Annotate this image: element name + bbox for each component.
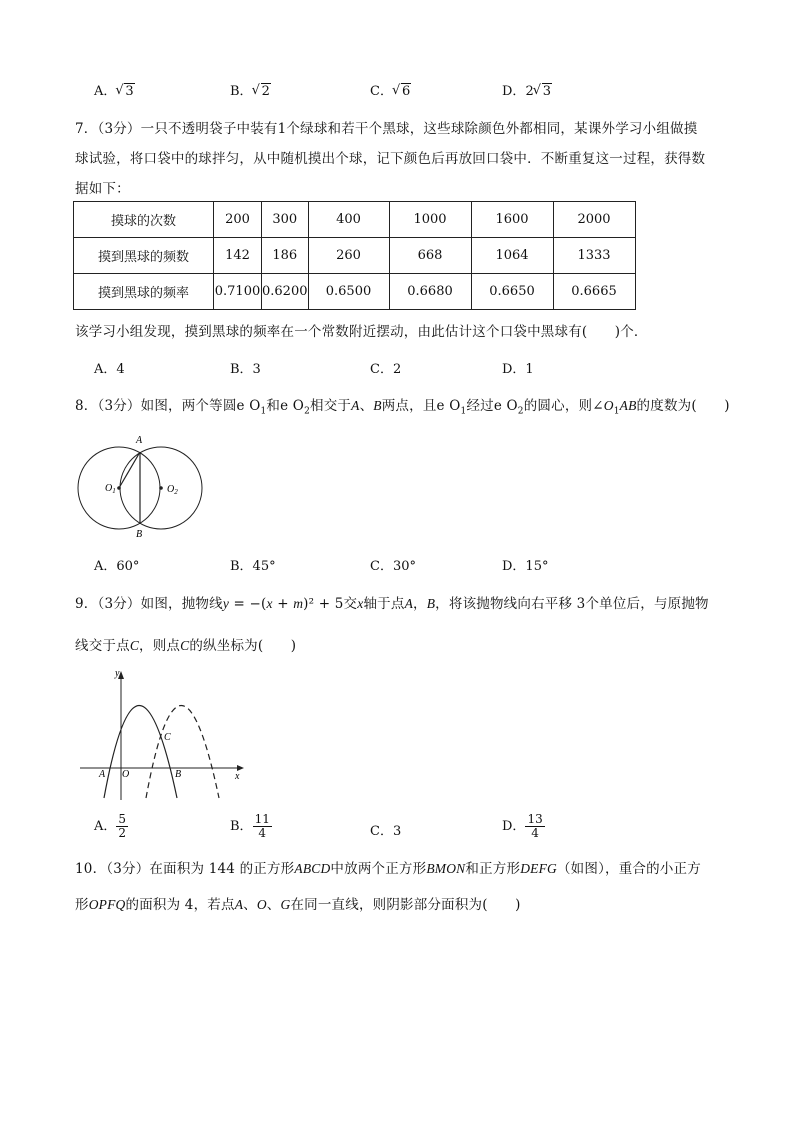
q7-option-a: A．4 — [94, 362, 125, 377]
table-row-label: 摸球的次数 — [74, 202, 214, 238]
q6-option-a: A．√ 3 — [94, 80, 135, 99]
q9-option-b: B． $\frac{11}{4}$ — [230, 812, 270, 840]
q7-option-d: D．1 — [502, 362, 534, 377]
q7-line-3: 据如下： — [75, 181, 130, 197]
table-cell: 260 — [308, 238, 389, 274]
table-row — [74, 202, 636, 238]
q8-option-b: B．45° — [230, 559, 276, 574]
table-cell: 0.6200 — [262, 274, 309, 310]
q7-data-table — [73, 201, 636, 310]
point-o2 — [159, 486, 163, 490]
label-o2: $O_2$ — [167, 484, 178, 496]
q7-option-b: B．3 — [230, 362, 261, 377]
table-row — [74, 238, 636, 274]
q8-option-d: D．15° — [502, 559, 549, 574]
table-cell: 1600 — [471, 202, 553, 238]
label-x: x — [235, 771, 240, 782]
q6-option-d: D．2√ 3 — [502, 80, 552, 99]
table-cell: 1000 — [389, 202, 471, 238]
shifted-parabola — [146, 706, 219, 799]
q6-option-b: B．√ 2 — [230, 80, 271, 99]
q10-question-line-2: 形OPFQ的面积为 4，若点A、O、G在同一直线，则阴影部分面积为( ) — [75, 897, 521, 913]
original-parabola — [104, 706, 177, 799]
table-cell: 300 — [262, 202, 309, 238]
table-cell: 0.6650 — [471, 274, 553, 310]
q7-line-2: 球试验，将口袋中的球拌匀，从中随机摸出个球，记下颜色后再放回口袋中．不断重复这一过程，获得数 — [75, 151, 706, 167]
q9-question-line-1: 9．（3分）如图，抛物线y = −(x + m)² + 5交x轴于点A，B，将该抛物线向右平移 3个单位后，与原抛物 — [75, 596, 709, 612]
table-cell: 0.6680 — [389, 274, 471, 310]
q7-option-c: C．2 — [370, 362, 402, 377]
q6-option-c: C．√ 6 — [370, 80, 411, 99]
label-a: A — [99, 769, 106, 780]
label-b: B — [136, 529, 143, 540]
point-o1 — [117, 486, 121, 490]
table-cell: 0.7100 — [214, 274, 262, 310]
table-row — [74, 274, 636, 310]
table-cell: 0.6665 — [553, 274, 635, 310]
q7-line-1: 7．（3分）一只不透明袋子中装有1个绿球和若干个黑球，这些球除颜色外都相同，某课外学习小组做摸 — [75, 121, 698, 137]
q9-question-line-2: 线交于点C，则点C的纵坐标为( ) — [75, 638, 297, 654]
q7-conclusion: 该学习小组发现，摸到黑球的频率在一个常数附近摆动，由此估计这个口袋中黑球有( )个． — [75, 324, 648, 340]
table-cell: 1064 — [471, 238, 553, 274]
q8-circles-figure — [74, 430, 214, 542]
q9-option-d: D． $\frac{13}{4}$ — [502, 812, 543, 840]
q8-question: 8．（3分）如图，两个等圆e $O_1$和e $O_2$相交于A、B两点，且e $O_1$经过e $O_2$的圆心，则$\angle O_1AB$的度数为( ) — [75, 398, 730, 417]
label-c: C — [164, 732, 171, 743]
label-a: A — [136, 435, 143, 446]
q8-option-c: C．30° — [370, 559, 416, 574]
table-cell: 2000 — [553, 202, 635, 238]
q8-option-a: A．60° — [94, 559, 140, 574]
q9-option-a: A． $\frac{5}{2}$ — [94, 812, 127, 840]
table-cell: 668 — [389, 238, 471, 274]
label-o: O — [122, 769, 130, 780]
q10-question-line-1: 10．（3分）在面积为 144 的正方形ABCD中放两个正方形BMON和正方形DEFG（如图），重合的小正方 — [75, 861, 701, 877]
label-y: y — [115, 668, 120, 679]
table-cell: 1333 — [553, 238, 635, 274]
table-row-label: 摸到黑球的频数 — [74, 238, 214, 274]
label-b: B — [175, 769, 182, 780]
q9-parabola-figure — [76, 668, 248, 802]
table-cell: 400 — [308, 202, 389, 238]
q9-option-c: C．3 — [370, 824, 402, 839]
table-cell: 142 — [214, 238, 262, 274]
label-o1: $O_1$ — [105, 483, 116, 495]
segment-o1a — [119, 452, 140, 488]
table-row-label: 摸到黑球的频率 — [74, 274, 214, 310]
table-cell: 200 — [214, 202, 262, 238]
table-cell: 0.6500 — [308, 274, 389, 310]
table-cell: 186 — [262, 238, 309, 274]
